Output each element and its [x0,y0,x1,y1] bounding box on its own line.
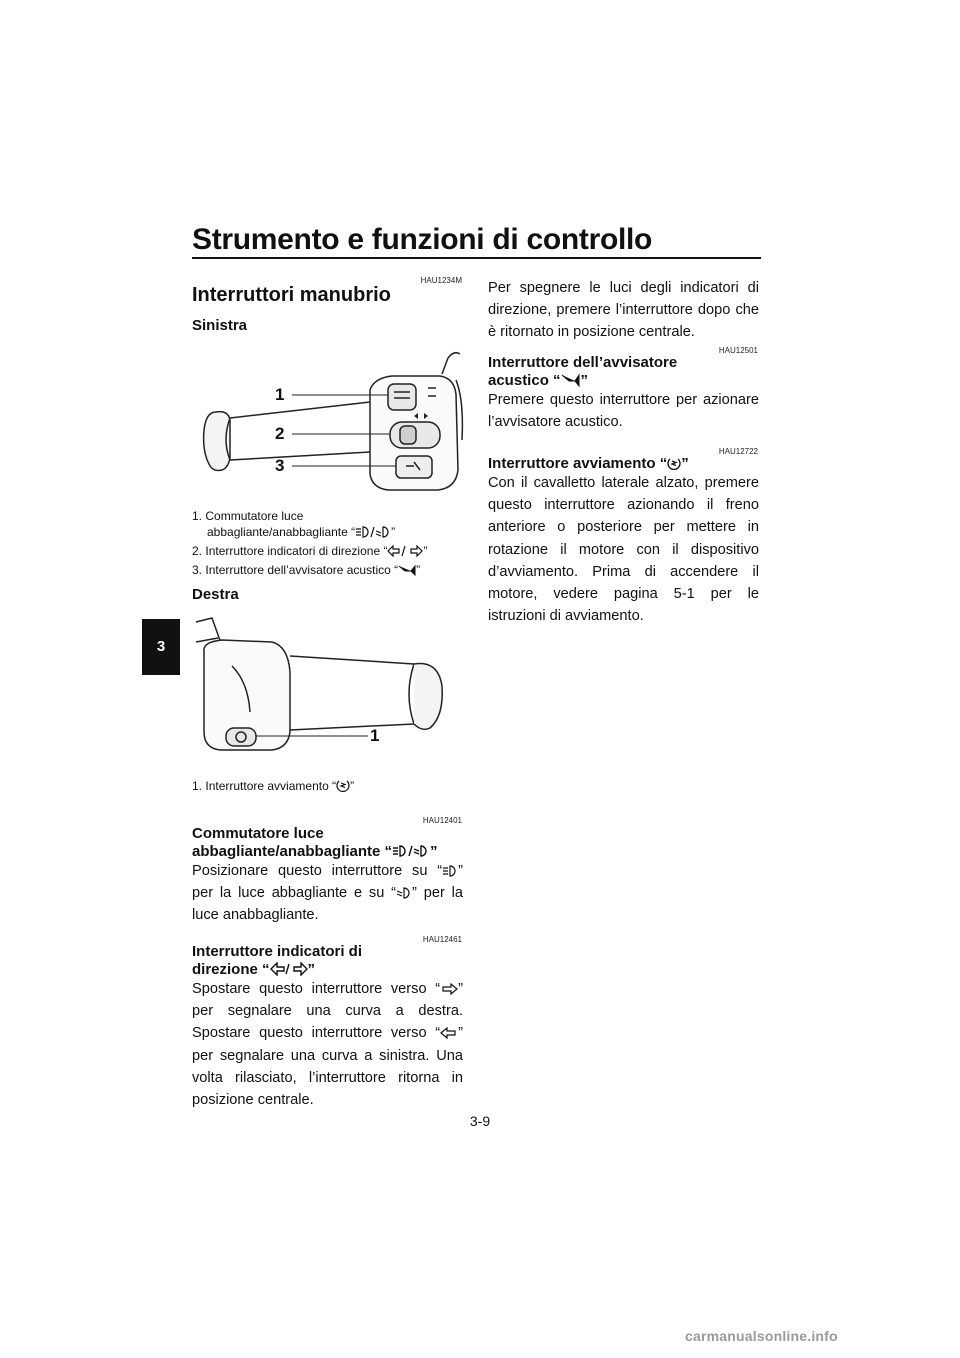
right-handlebar-figure [192,612,464,754]
turn-right-icon [440,983,458,995]
page-title: Strumento e funzioni di controllo [192,223,653,256]
title-rule [192,257,761,259]
start-code: HAU12722 [718,447,758,456]
horn-code: HAU12501 [718,346,758,355]
horn-icon [398,564,416,576]
right-label: Destra [192,586,239,603]
high-beam-icon [442,865,458,877]
dimmer-code: HAU12401 [422,816,462,825]
page-number: 3-9 [469,1113,491,1129]
turn-signal-left-right-icon [387,545,423,557]
right-figure-number-1: 1 [370,726,380,745]
left-handlebar-figure [192,340,464,500]
turn-code: HAU12461 [422,935,462,944]
headlight-high-low-icon [355,526,391,538]
turn-body: Spostare questo interruttore verso “ ” per segnalare una curva a destra. Spostare questo interruttore verso “ ” per segnalare una curva a sinistra. Una volta rilasciato, l’interruttore ritorna in posizione centrale. [192,981,463,1109]
caption-item: 1. Commutatore luce [192,509,304,523]
dimmer-title-line1: Commutatore luce [192,825,324,842]
start-switch-icon [667,456,681,470]
turn-title-line2: direzione “ ” [192,961,316,978]
left-figure-number-3: 3 [275,456,285,475]
chapter-tab: 3 [142,619,180,675]
left-label: Sinistra [192,317,248,334]
horn-icon [561,373,581,387]
headlight-high-low-icon [392,844,430,858]
turn-signal-left-right-icon [270,962,308,976]
section-code: HAU1234M [420,276,462,285]
left-figure-number-2: 2 [275,424,285,443]
left-captions [192,508,464,578]
turn-body-continued: Per spegnere le luci degli indicatori di direzione, premere l’interruttore dopo che è ritornato in posizione centrale. [488,280,759,341]
left-figure-number-1: 1 [275,385,285,404]
horn-title-line2: acustico “ ” [488,372,589,389]
dimmer-title-line2: abbagliante/anabbagliante “ ” [192,843,438,860]
start-body: Con il cavalletto laterale alzato, premere questo interruttore azionando il freno anteriore o posteriore per mettere in rotazione il motore con il dispositivo d’avviamento. Prima di accendere il motore, vedere pagina 5-1 per le istruzioni di avviamento. [488,475,759,625]
low-beam-icon [396,887,412,899]
start-switch-icon [336,778,350,792]
horn-title-line1: Interruttore dell’avvisatore [488,354,678,371]
watermark: carmanualsonline.info [685,1328,838,1344]
caption-item: 3. Interruttore dell’avvisatore acustico “ ” [192,563,421,577]
section-title: Interruttori manubrio [192,284,391,306]
start-title: Interruttore avviamento “ ” [488,455,689,472]
dimmer-body: Posizionare questo interruttore su “ ” per la luce abbagliante e su “ ” per la luce anabbagliante. [192,863,463,924]
caption-item: 2. Interruttore indicatori di direzione “ ” [192,544,428,558]
turn-title-line1: Interruttore indicatori di [192,943,363,960]
right-captions: 1. Interruttore avviamento “ ” [192,779,355,793]
horn-body: Premere questo interruttore per azionare l’avvisatore acustico. [488,392,759,431]
caption-item: abbagliante/anabbagliante “ ” [207,525,396,539]
turn-left-icon [440,1027,458,1039]
